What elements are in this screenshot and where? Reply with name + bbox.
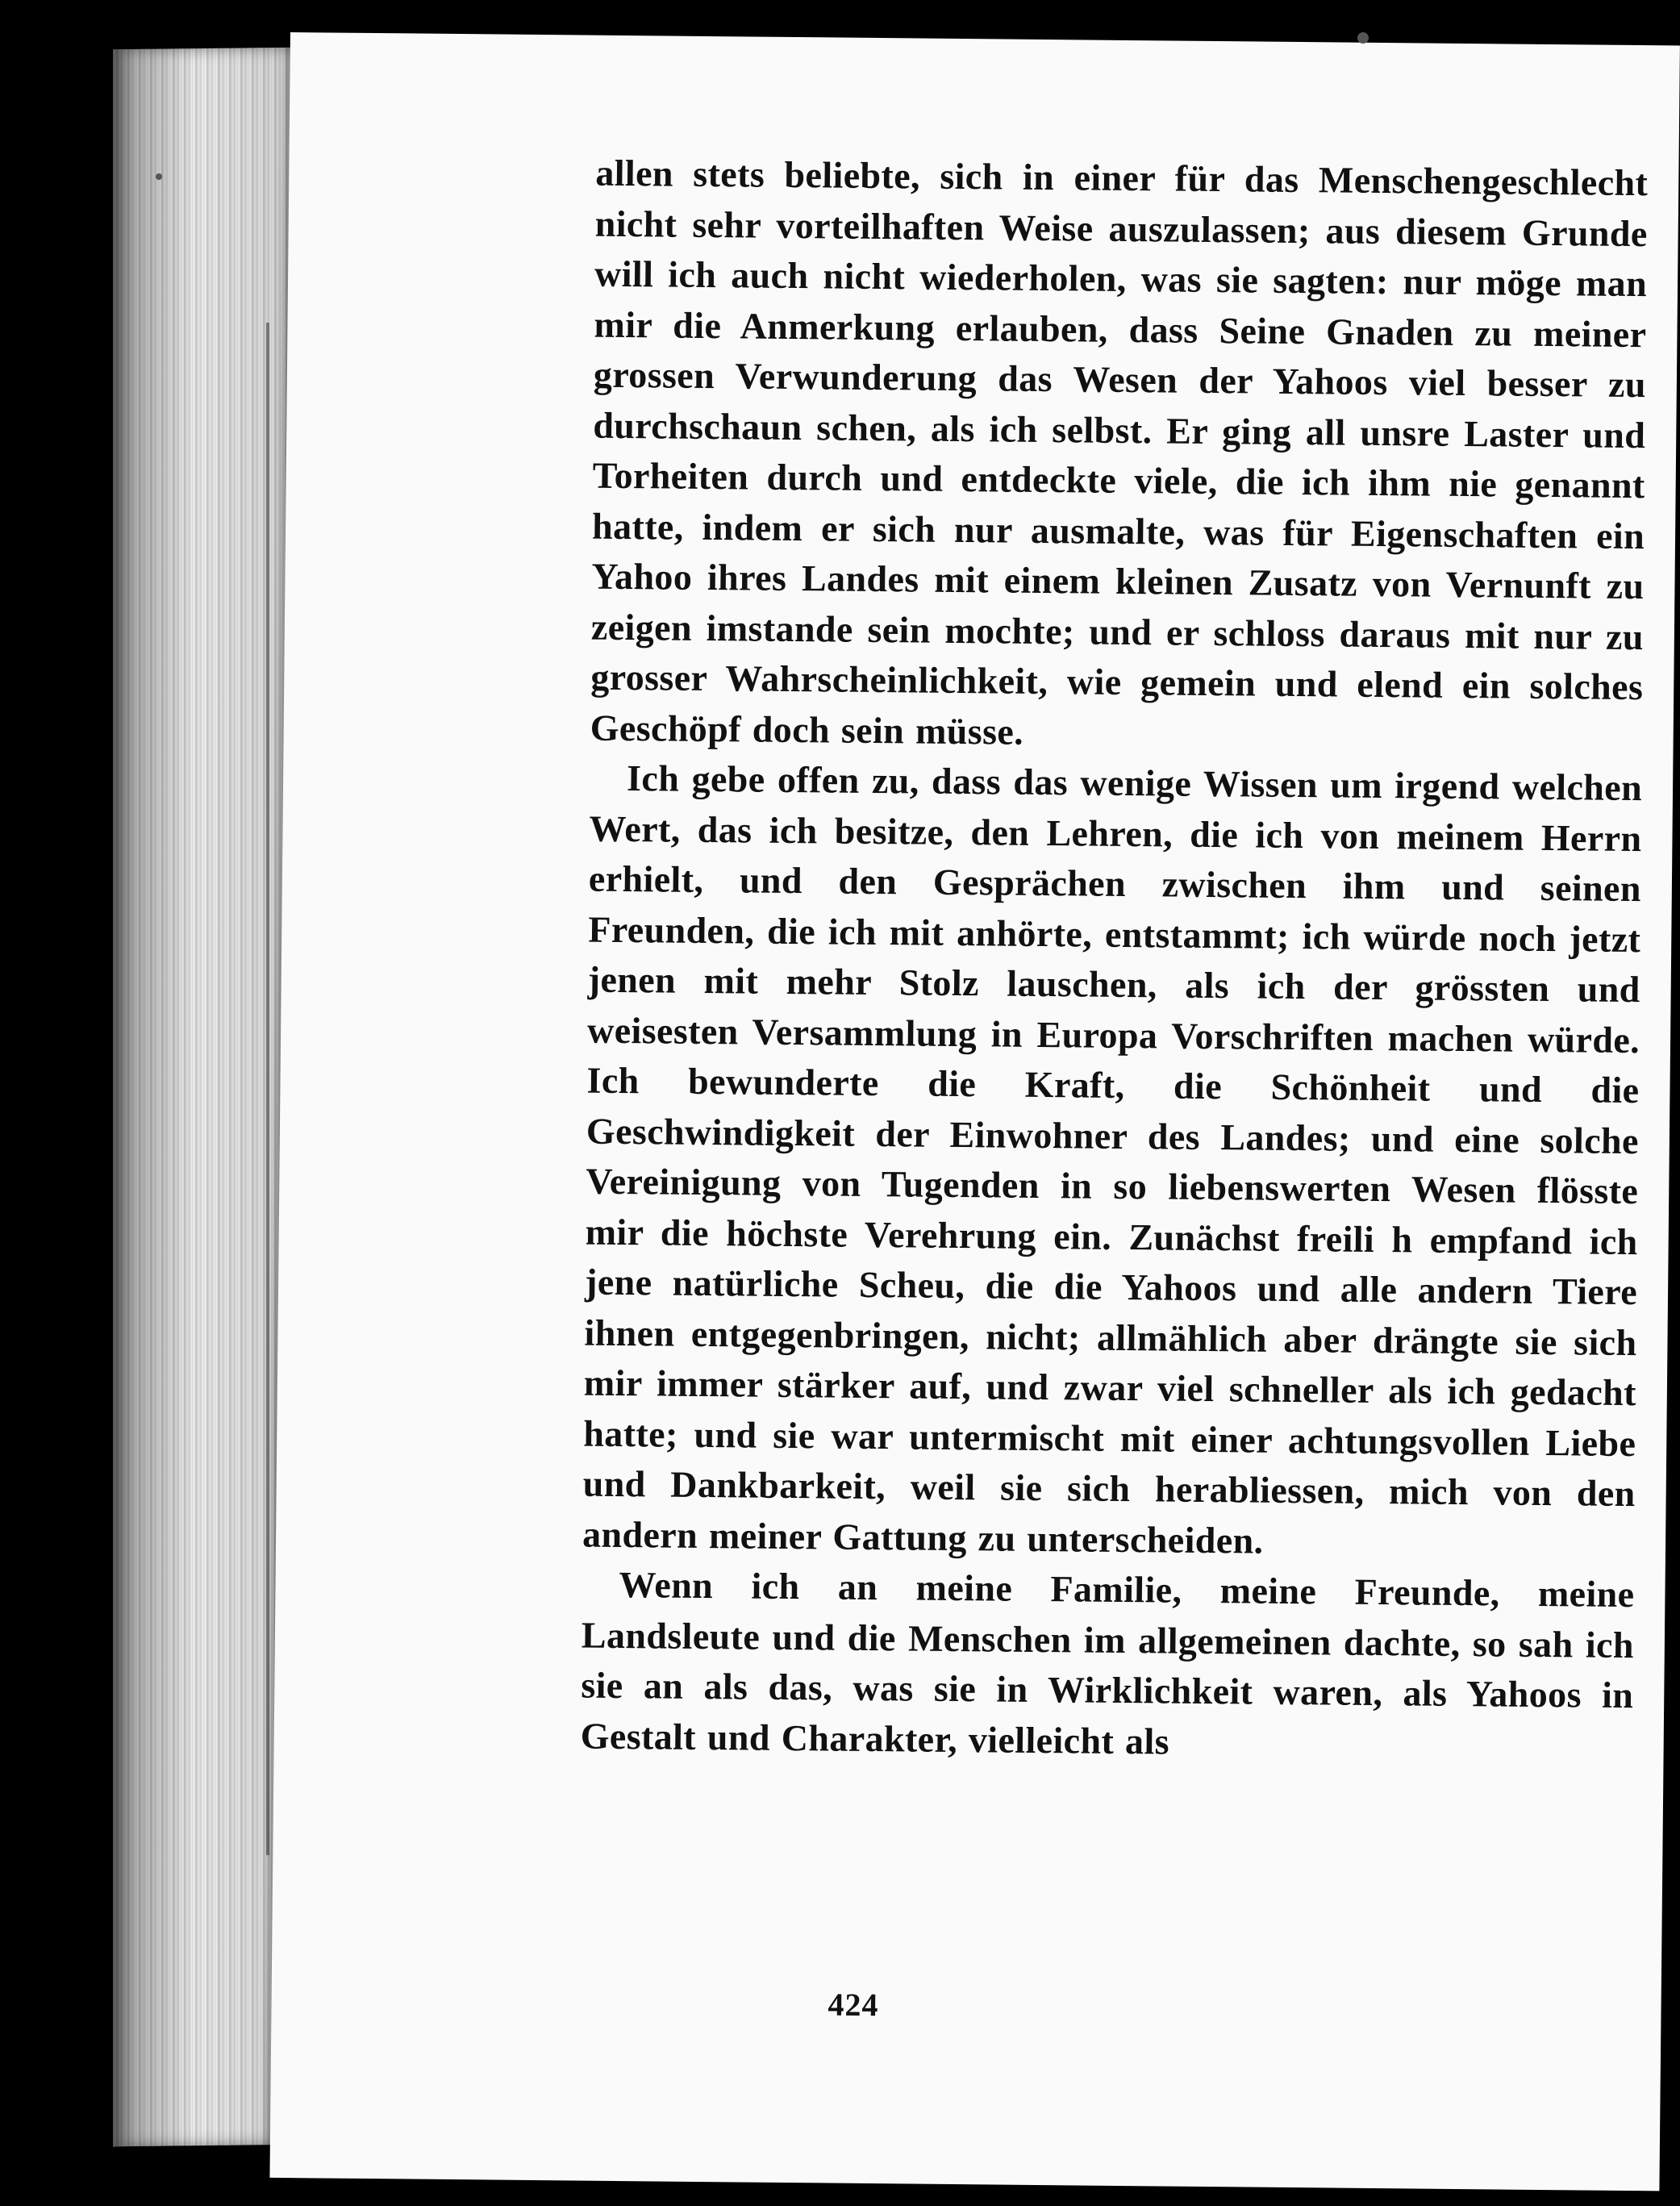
scan-speck	[156, 173, 162, 180]
book-page-edges	[113, 48, 298, 2146]
page-gutter-shadow	[266, 323, 269, 1855]
paragraph-3: Wenn ich an meine Familie, meine Freunde, meine Landsleute und die Menschen im allgemeinen dachte, so sah ich sie an als das, was sie in Wirklichkeit waren, als Yahoos in Gestalt und Charakter, vielleicht als	[580, 1564, 1635, 1762]
scan-speck	[1357, 32, 1369, 44]
paragraph-1: allen stets beliebte, sich in einer für das Menschengeschlecht nicht sehr vorteilhaften Weise auszulassen; aus diesem Grunde will ich auch nicht wiederholen, was sie sagten: nur möge man mir die Anmerkung erlauben, dass Seine Gnaden zu meiner grossen Verwunderung das Wesen der Yahoos viel besser zu durchschaun schen, als ich selbst. Er ging all unsre Laster und Torheiten durch und entdeckte viele, die ich ihm nie genannt hatte, indem er sich nur ausmalte, was für Eigenschaften ein Yahoo ihres Landes mit einem kleinen Zusatz von Vernunft zu zeigen imstande sein mochte; und er schloss daraus mit nur zu grosser Wahrscheinlichkeit, wie gemein und elend ein solches Geschöpf doch sein müsse.	[590, 152, 1649, 753]
body-text	[580, 148, 1648, 1771]
page-number: 424	[827, 1986, 879, 2024]
paragraph-2: Ich gebe offen zu, dass das wenige Wissen um irgend welchen Wert, das ich besitze, den Lehren, die ich von meinem Herrn erhielt, und den Gesprächen zwischen ihm und seinen Freunden, die ich mit anhörte, entstammt; ich würde noch jetzt jenen mit mehr Stolz lauschen, als ich der grössten und weisesten Versammlung in Europa Vorschriften machen würde. Ich bewunderte die Kraft, die Schönheit und die Geschwindigkeit der Einwohner des Landes; und eine solche Vereinigung von Tugenden in so liebenswerten Wesen flösste mir die höchste Verehrung ein. Zunächst freili h empfand ich jene natürliche Scheu, die die Yahoos und alle andern Tiere ihnen entgegenbringen, nicht; allmählich aber drängte sie sich mir immer stärker auf, und zwar viel schneller als ich gedacht hatte; und sie war untermischt mit einer achtungsvollen Liebe und Dankbarkeit, weil sie sich herabliessen, mich von den andern meiner Gattung zu unterscheiden.	[582, 757, 1643, 1562]
book-page	[269, 32, 1679, 2191]
